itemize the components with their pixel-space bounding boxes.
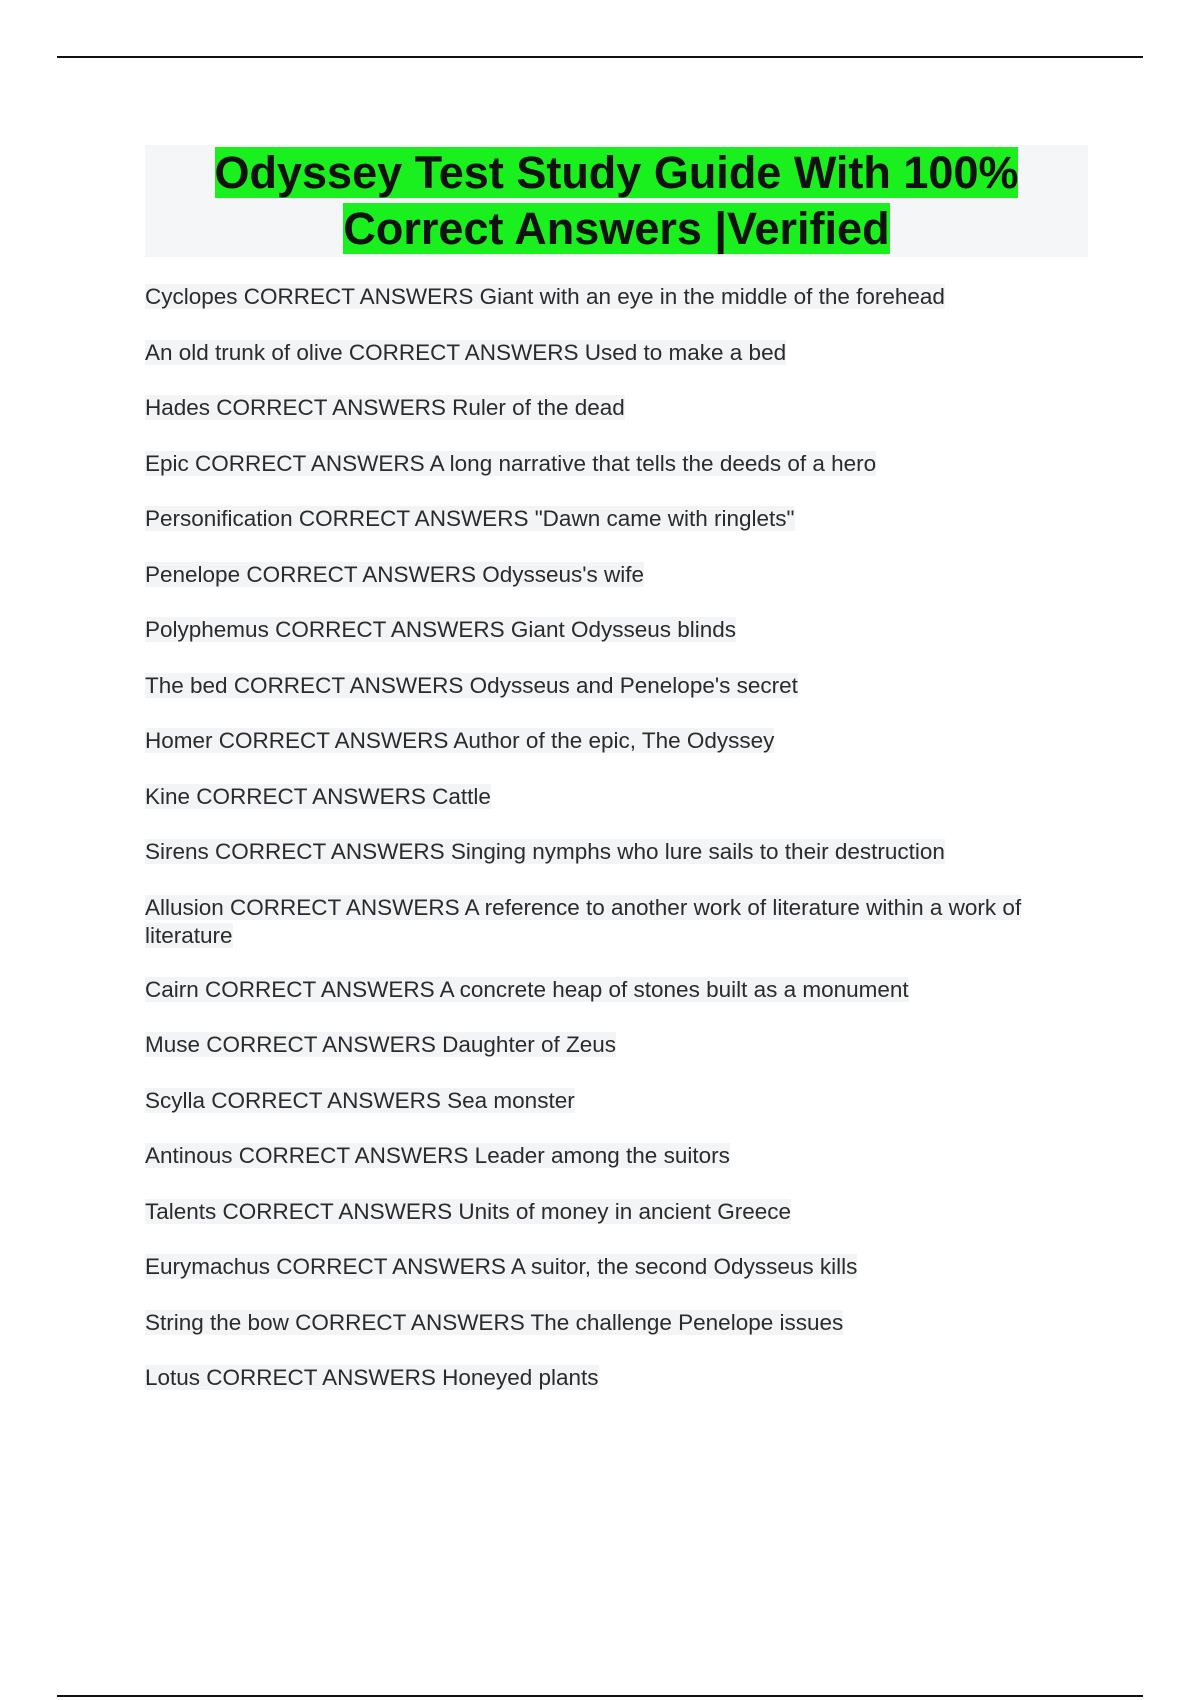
entry-text: Penelope CORRECT ANSWERS Odysseus's wife — [145, 561, 645, 587]
list-item — [145, 394, 1075, 422]
list-item — [145, 561, 1075, 589]
list-item — [145, 339, 1075, 367]
entry-text: Antinous CORRECT ANSWERS Leader among the suitors — [145, 1143, 730, 1168]
title-block — [145, 145, 1088, 257]
qa-list — [145, 283, 1075, 1420]
list-item — [145, 616, 1075, 644]
footer-rule — [57, 1695, 1143, 1697]
list-item — [145, 727, 1075, 755]
entry-text: Hades CORRECT ANSWERS Ruler of the dead — [145, 395, 625, 420]
entry-text: An old trunk of olive CORRECT ANSWERS Used to make a bed — [145, 339, 787, 365]
entry-text: The bed CORRECT ANSWERS Odysseus and Penelope's secret — [145, 672, 798, 698]
list-item — [145, 783, 1075, 811]
list-item — [145, 1142, 1075, 1170]
list-item — [145, 894, 1075, 950]
list-item — [145, 1309, 1075, 1337]
entry-text: Epic CORRECT ANSWERS A long narrative that tells the deeds of a hero — [145, 450, 877, 476]
entry-text: Talents CORRECT ANSWERS Units of money in ancient Greece — [145, 1198, 792, 1224]
document-title: Odyssey Test Study Guide With 100% Correct Answers |Verified — [214, 147, 1019, 254]
list-item — [145, 1087, 1075, 1115]
list-item — [145, 283, 1075, 311]
entry-text: Personification CORRECT ANSWERS "Dawn came with ringlets" — [145, 506, 795, 531]
entry-text: Polyphemus CORRECT ANSWERS Giant Odysseus blinds — [145, 617, 737, 642]
entry-text: Lotus CORRECT ANSWERS Honeyed plants — [145, 1365, 599, 1390]
entry-text: Allusion CORRECT ANSWERS A reference to another work of literature within a work of literature — [145, 894, 1022, 948]
list-item — [145, 505, 1075, 533]
list-item — [145, 1253, 1075, 1281]
entry-text: Sirens CORRECT ANSWERS Singing nymphs who lure sails to their destruction — [145, 839, 945, 864]
entry-text: Cyclopes CORRECT ANSWERS Giant with an eye in the middle of the forehead — [145, 284, 945, 309]
list-item — [145, 450, 1075, 478]
list-item — [145, 672, 1075, 700]
entry-text: Cairn CORRECT ANSWERS A concrete heap of stones built as a monument — [145, 976, 909, 1002]
entry-text: Muse CORRECT ANSWERS Daughter of Zeus — [145, 1032, 616, 1057]
list-item — [145, 838, 1075, 866]
entry-text: Eurymachus CORRECT ANSWERS A suitor, the second Odysseus kills — [145, 1254, 858, 1279]
header-rule — [57, 56, 1143, 58]
entry-text: Scylla CORRECT ANSWERS Sea monster — [145, 1087, 575, 1113]
list-item — [145, 1198, 1075, 1226]
list-item — [145, 1364, 1075, 1392]
entry-text: Homer CORRECT ANSWERS Author of the epic, The Odyssey — [145, 728, 775, 753]
list-item — [145, 976, 1075, 1004]
entry-text: String the bow CORRECT ANSWERS The challenge Penelope issues — [145, 1309, 844, 1335]
list-item — [145, 1031, 1075, 1059]
entry-text: Kine CORRECT ANSWERS Cattle — [145, 783, 491, 809]
